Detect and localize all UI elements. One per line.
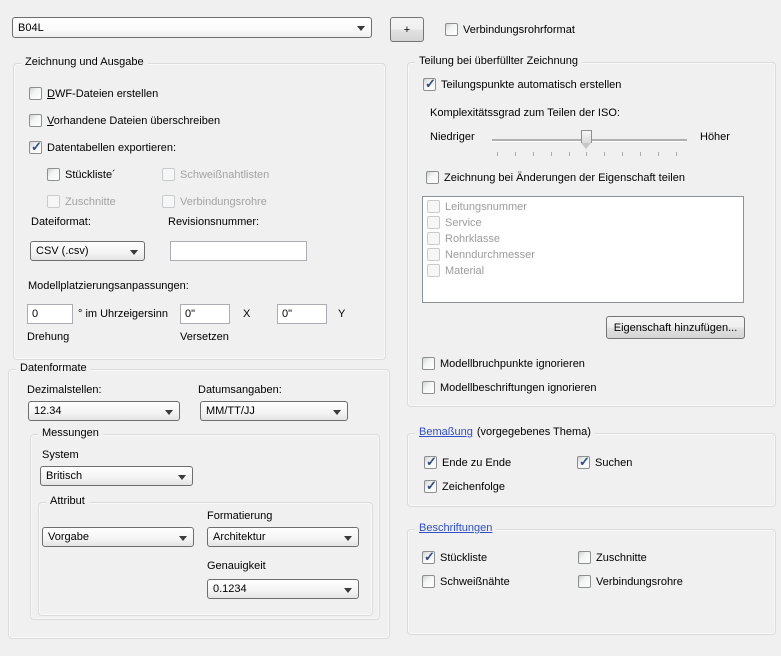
group-title: Messungen	[38, 427, 103, 439]
chevron-down-icon	[165, 410, 173, 415]
checkbox-icon	[422, 575, 435, 588]
group-title: Attribut	[46, 495, 89, 507]
group-title	[415, 522, 496, 534]
chevron-down-icon	[178, 475, 186, 480]
formatierung-label: Formatierung	[207, 510, 273, 522]
modellplatzierung-label: Modellplatzierungsanpassungen:	[28, 280, 189, 292]
uhrzeigersinn-label: ° im Uhrzeigersinn	[78, 308, 168, 320]
slider-ticks	[497, 152, 677, 157]
list-item	[427, 216, 743, 232]
checkbox-label: Zeichenfolge	[442, 481, 505, 493]
group-title: Datenformate	[16, 362, 91, 374]
checkbox-label: Schweißnahtlisten	[180, 169, 270, 181]
add-style-button[interactable]: +	[390, 17, 424, 42]
list-item	[427, 264, 743, 280]
checkbox-icon	[47, 195, 60, 208]
versetzen-y-input[interactable]	[277, 304, 327, 324]
checkbox-stueckliste[interactable]	[47, 168, 116, 183]
drehung-input[interactable]	[27, 304, 73, 324]
genauigkeit-label: Genauigkeit	[207, 560, 266, 572]
chevron-down-icon	[357, 26, 365, 31]
genauigkeit-value: 0.1234	[213, 583, 247, 595]
list-item	[427, 232, 743, 248]
list-item-label: Rohrklasse	[445, 233, 501, 245]
system-label: System	[42, 449, 79, 461]
attribut-combobox[interactable]	[42, 527, 194, 547]
checkbox-icon	[427, 200, 440, 213]
checkbox-label: Stückliste´	[65, 169, 116, 181]
versetzen-label: Versetzen	[180, 331, 229, 343]
checkbox-icon	[29, 141, 42, 154]
dezimalstellen-label: Dezimalstellen:	[27, 384, 102, 396]
checkbox-modellbruchpunkte[interactable]	[422, 357, 585, 372]
checkbox-label: Verbindungsrohrformat	[463, 24, 575, 36]
checkbox-label: Datentabellen exportieren:	[47, 142, 177, 154]
checkbox-zeichnung-teilen[interactable]	[426, 171, 685, 186]
checkbox-beschriftung-stueckliste[interactable]	[422, 551, 487, 566]
slider-thumb-point	[581, 143, 591, 149]
checkbox-icon	[426, 171, 439, 184]
drehung-label: Drehung	[27, 331, 70, 343]
checkbox-verbindungsrohre	[162, 195, 267, 210]
slider-max-label: Höher	[700, 131, 730, 143]
beschriftungen-link[interactable]: Beschriftungen	[419, 522, 493, 534]
slider-min-label: Niedriger	[430, 131, 475, 143]
add-property-button[interactable]: Eigenschaft hinzufügen...	[606, 316, 745, 339]
group-title	[415, 426, 595, 438]
bemassung-suffix: (vorgegebenes Thema)	[476, 426, 591, 438]
checkbox-label: Verbindungsrohre	[596, 576, 683, 588]
checkbox-label: Teilungspunkte automatisch erstellen	[441, 79, 622, 91]
attribut-value: Vorgabe	[48, 531, 89, 543]
checkbox-icon	[47, 168, 60, 181]
revisionsnummer-input[interactable]	[170, 241, 307, 261]
checkbox-icon	[424, 456, 437, 469]
checkbox-icon	[578, 551, 591, 564]
checkbox-icon	[445, 23, 458, 36]
checkbox-label: DWF-Dateien erstellen	[47, 88, 159, 100]
checkbox-label: Ende zu Ende	[442, 457, 512, 469]
checkbox-suchen[interactable]	[577, 456, 632, 471]
list-item-label: Leitungsnummer	[445, 201, 527, 213]
checkbox-label: Stückliste	[440, 552, 488, 564]
slider-thumb[interactable]	[581, 130, 592, 143]
checkbox-icon	[427, 264, 440, 277]
checkbox-label: Suchen	[595, 457, 633, 469]
list-item-label: Service	[445, 217, 482, 229]
chevron-down-icon	[130, 250, 138, 255]
list-item-label: Nenndurchmesser	[445, 249, 535, 261]
iso-style-combobox[interactable]	[12, 17, 372, 38]
checkbox-zuschnitte	[47, 195, 116, 210]
checkbox-label: Schweißnähte	[440, 576, 510, 588]
checkbox-icon	[29, 87, 42, 100]
group-title: Teilung bei überfüllter Zeichnung	[415, 55, 582, 67]
checkbox-icon	[427, 216, 440, 229]
checkbox-beschriftung-zuschnitte[interactable]	[578, 551, 647, 566]
checkbox-icon	[424, 480, 437, 493]
checkbox-icon	[423, 78, 436, 91]
system-combobox[interactable]	[40, 466, 193, 486]
chevron-down-icon	[333, 410, 341, 415]
y-label: Y	[338, 308, 346, 320]
checkbox-teilungspunkte[interactable]	[423, 78, 621, 93]
dateiformat-value: CSV (.csv)	[36, 245, 89, 257]
checkbox-icon	[162, 168, 175, 181]
list-item-label: Material	[445, 265, 485, 277]
iso-style-value: B04L	[18, 21, 44, 34]
dateiformat-label: Dateiformat:	[31, 216, 91, 228]
x-label: X	[243, 308, 251, 320]
system-value: Britisch	[46, 470, 83, 482]
list-item	[427, 200, 743, 216]
checkbox-dwf-dateien[interactable]	[29, 87, 158, 102]
dezimalstellen-combobox[interactable]	[28, 401, 180, 421]
checkbox-ende-zu-ende[interactable]	[424, 456, 511, 471]
checkbox-icon	[427, 248, 440, 261]
list-item	[427, 248, 743, 264]
checkbox-label: Verbindungsrohre	[180, 196, 267, 208]
formatierung-combobox[interactable]	[207, 527, 359, 547]
formatierung-value: Architektur	[213, 531, 266, 543]
versetzen-x-input[interactable]	[180, 304, 230, 324]
checkbox-label: Zuschnitte	[65, 196, 116, 208]
chevron-down-icon	[344, 536, 352, 541]
chevron-down-icon	[179, 536, 187, 541]
checkbox-icon	[422, 357, 435, 370]
checkbox-schweissnahtlisten	[162, 168, 269, 183]
dezimalstellen-value: 12.34	[34, 405, 62, 417]
datumsangaben-combobox[interactable]	[200, 401, 348, 421]
checkbox-zeichenfolge[interactable]	[424, 480, 505, 495]
checkbox-label: Modellbeschriftungen ignorieren	[440, 382, 597, 394]
bemassung-link[interactable]: Bemaßung	[419, 426, 473, 438]
checkbox-datentabellen-exportieren[interactable]	[29, 141, 176, 156]
datumsangaben-label: Datumsangaben:	[198, 384, 282, 396]
checkbox-icon	[162, 195, 175, 208]
checkbox-label: Zuschnitte	[596, 552, 647, 564]
checkbox-icon	[422, 381, 435, 394]
chevron-down-icon	[344, 588, 352, 593]
checkbox-label: Vorhandene Dateien überschreiben	[47, 115, 221, 127]
checkbox-verbindungsrohrformat[interactable]	[445, 23, 575, 38]
genauigkeit-combobox[interactable]	[207, 579, 359, 599]
checkbox-icon	[577, 456, 590, 469]
checkbox-icon	[422, 551, 435, 564]
dateiformat-combobox[interactable]	[30, 241, 145, 261]
checkbox-icon	[29, 114, 42, 127]
checkbox-label: Modellbruchpunkte ignorieren	[440, 358, 585, 370]
datumsangaben-value: MM/TT/JJ	[206, 405, 255, 417]
checkbox-icon	[427, 232, 440, 245]
checkbox-modellbeschriftungen[interactable]	[422, 381, 597, 396]
checkbox-vorhandene-ueberschreiben[interactable]	[29, 114, 220, 129]
checkbox-beschriftung-verbindungsrohre[interactable]	[578, 575, 683, 590]
checkbox-label: Zeichnung bei Änderungen der Eigenschaft teilen	[444, 172, 685, 184]
revisionsnummer-label: Revisionsnummer:	[168, 216, 260, 228]
group-title: Zeichnung und Ausgabe	[21, 56, 148, 68]
checkbox-icon	[578, 575, 591, 588]
komplexitaet-label: Komplexitätssgrad zum Teilen der ISO:	[430, 107, 620, 119]
eigenschaften-listbox[interactable]	[422, 196, 744, 303]
checkbox-beschriftung-schweissnaehte[interactable]	[422, 575, 510, 590]
